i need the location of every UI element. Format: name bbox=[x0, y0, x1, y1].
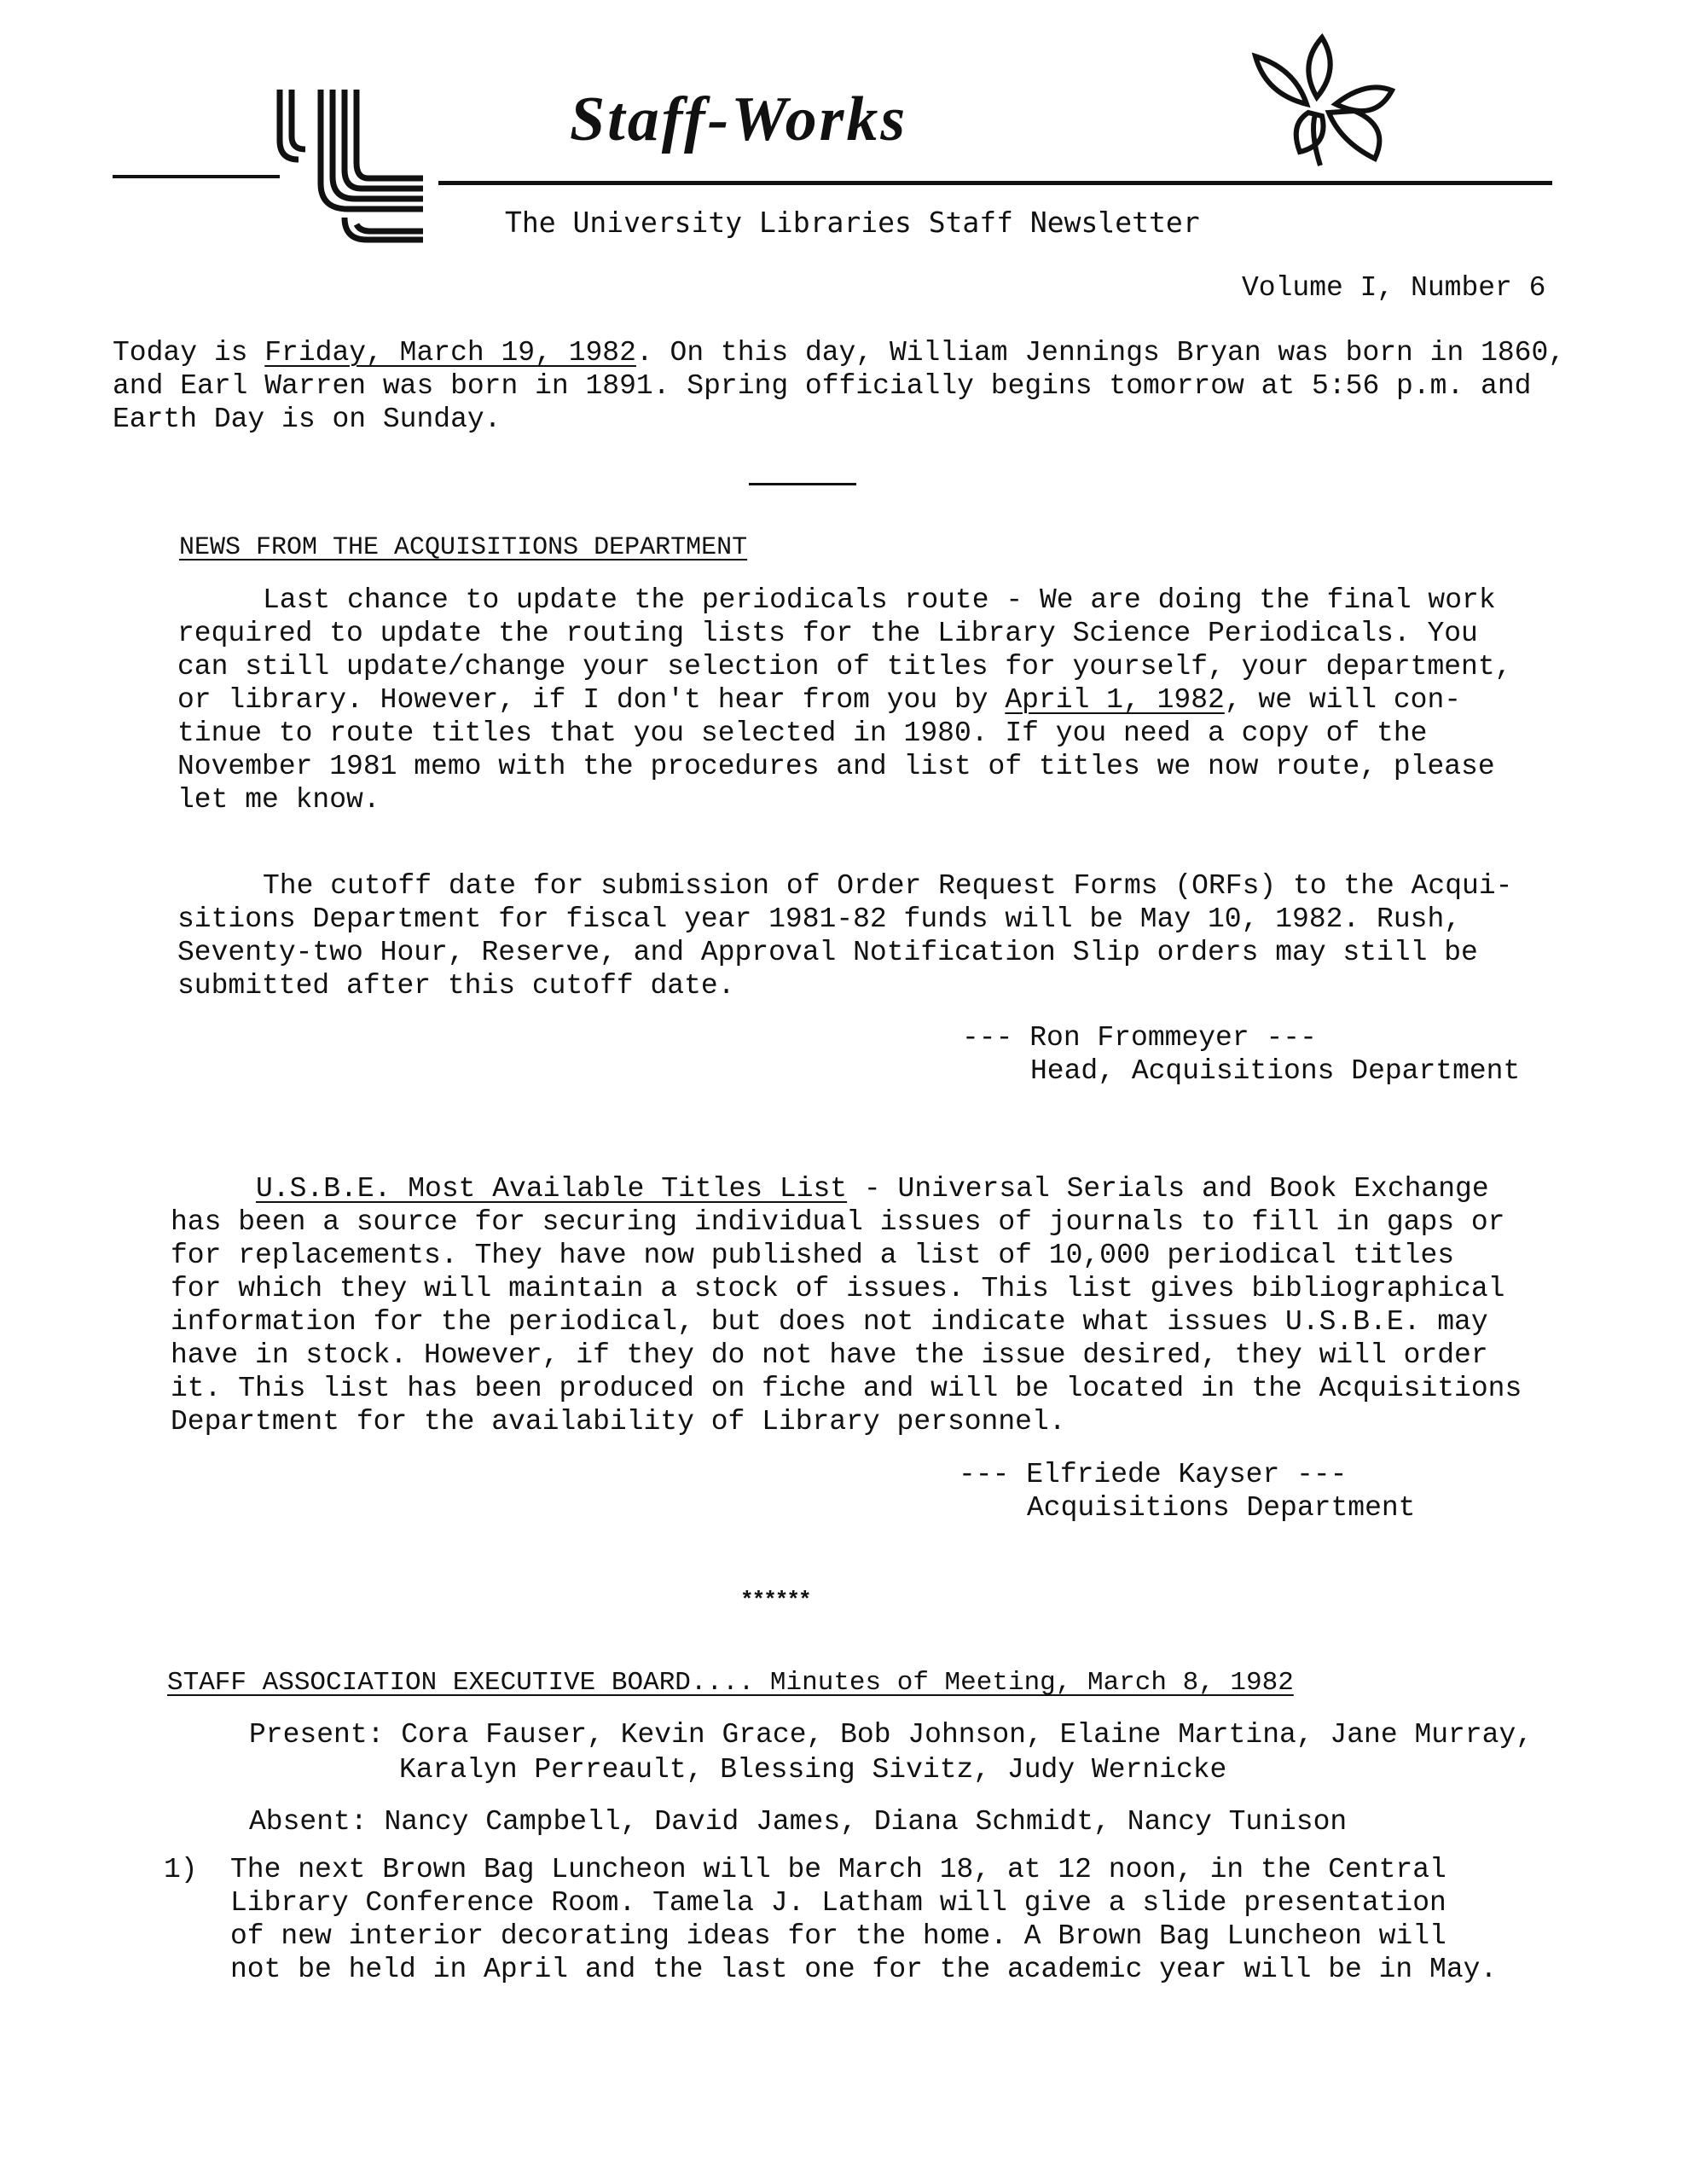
intro-paragraph bbox=[113, 336, 1614, 439]
intro-date: Friday, March 19, 1982 bbox=[264, 337, 636, 369]
signature-name: --- Ron Frommeyer --- bbox=[962, 1022, 1317, 1054]
acquisitions-heading: NEWS FROM THE ACQUISITIONS DEPARTMENT bbox=[179, 533, 748, 562]
signature-name: --- Elfriede Kayser --- bbox=[959, 1459, 1348, 1490]
intro-line-3: Earth Day is on Sunday. bbox=[113, 404, 501, 435]
masthead-rule-right bbox=[438, 181, 1552, 185]
masthead-rule-left bbox=[113, 175, 280, 178]
absent-names: Nancy Campbell, David James, Diana Schmidt, Nancy Tunison bbox=[384, 1806, 1348, 1838]
acquisitions-paragraph-2: The cutoff date for submission of Order Request Forms (ORFs) to the Acqui- sitions Department for fiscal year 1981-82 funds will be May 10, 1982. Rush, Seventy-two Hour, Reserve, and Approval Notification Slip orders may still be submitted after this cutoff date. bbox=[177, 870, 1513, 1002]
staff-association-heading: STAFF ASSOCIATION EXECUTIVE BOARD.... Minutes of Meeting, March 8, 1982 bbox=[167, 1668, 1294, 1698]
present-names: Cora Fauser, Kevin Grace, Bob Johnson, Elaine Martina, Jane Murray, bbox=[401, 1719, 1533, 1751]
intro-line-1: Today is Friday, March 19, 1982. On this day, William Jennings Bryan was born in 1860, bbox=[113, 337, 1566, 369]
signature-frommeyer bbox=[962, 1021, 1559, 1089]
signature-title: Head, Acquisitions Department bbox=[1030, 1055, 1521, 1087]
intro-line-2: and Earl Warren was born in 1891. Spring officially begins tomorrow at 5:56 p.m. and bbox=[113, 370, 1532, 402]
ulc-logo-icon bbox=[271, 81, 433, 252]
newsletter-subtitle: The University Libraries Staff Newsletter bbox=[505, 206, 1200, 239]
usbe-heading: U.S.B.E. Most Available Titles List bbox=[256, 1173, 848, 1205]
attendance bbox=[249, 1718, 1614, 1838]
separator-stars: ****** bbox=[740, 1588, 810, 1613]
signature-title: Acquisitions Department bbox=[1027, 1492, 1416, 1524]
present-label: Present: bbox=[249, 1719, 385, 1751]
absent-label: Absent: bbox=[249, 1806, 368, 1838]
flower-emblem-icon bbox=[1247, 31, 1399, 169]
deadline-date: April 1, 1982 bbox=[1005, 684, 1225, 716]
section-divider bbox=[749, 483, 856, 485]
item-number: 1) bbox=[164, 1854, 198, 1885]
signature-kayser bbox=[959, 1458, 1556, 1526]
newsletter-title: Staff-Works bbox=[570, 84, 908, 154]
volume-number: Volume I, Number 6 bbox=[1242, 272, 1546, 304]
acquisitions-paragraph-1: Last chance to update the periodicals route - We are doing the final work required to update the routing lists for the Library Science Periodicals. You can still update/change your selection of titles for yourself, your department, or library. However, if I don't hear from you by April 1, 1982, we will con- tinue to route titles that you selected in 1980. If you need a copy of the November 1981 memo with the procedures and list of titles we now route, please let me know. bbox=[177, 584, 1512, 816]
present-names-cont: Karalyn Perreault, Blessing Sivitz, Judy Wernicke bbox=[399, 1754, 1227, 1786]
usbe-paragraph: U.S.B.E. Most Available Titles List - Universal Serials and Book Exchange has been a source for securing individual issues of journals to fill in gaps or for replacements. They have now published a list of 10,000 periodical titles for which they will maintain a stock of issues. This list gives bibliographical information for the periodical, but does not indicate what issues U.S.B.E. may have in stock. However, if they do not have the issue desired, they will order it. This list has been produced on fiche and will be located in the Acquisitions Department for the availability of Library personnel. bbox=[171, 1173, 1522, 1438]
minutes-item-1: 1) The next Brown Bag Luncheon will be March 18, at 12 noon, in the Central Library Conference Room. Tamela J. Latham will give a slide presentation of new interior decorating ideas for the home. A Brown Bag Luncheon will not be held in April and the last one for the academic year will be in May. bbox=[164, 1854, 1498, 1985]
